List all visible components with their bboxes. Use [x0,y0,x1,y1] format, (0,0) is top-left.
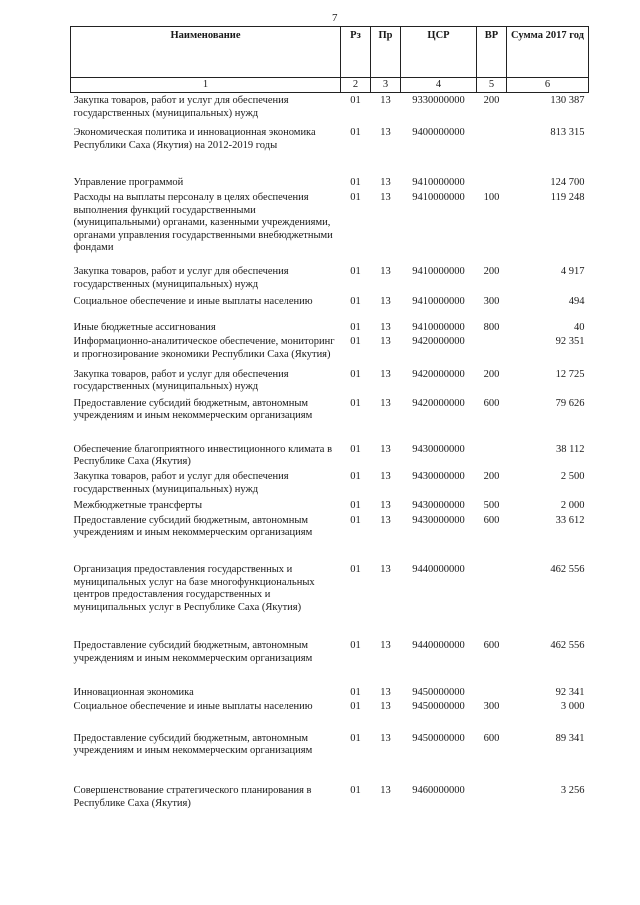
row-csr: 9420000000 [412,368,465,380]
table-row [71,334,589,361]
row-pr: 13 [380,686,391,698]
row-name: Закупка товаров, работ и услуг для обеспечения государственных (муниципальных) нужд [73,471,289,495]
row-vr: 600 [483,640,500,652]
row-vr: 300 [483,296,500,308]
row-vr: 100 [483,191,500,203]
table-row [71,362,589,394]
row-rz: 01 [350,564,361,576]
row-csr: 9440000000 [412,640,465,652]
table-row [71,666,589,700]
row-pr: 13 [380,564,391,576]
header-rz: Рз [341,27,371,78]
row-sum: 79 626 [555,397,585,409]
row-pr: 13 [380,177,391,189]
column-number-row [71,78,589,93]
row-name: Иные бюджетные ассигнования [73,321,216,333]
row-sum: 462 556 [550,564,585,576]
row-csr: 9450000000 [412,701,465,713]
row-vr: 600 [483,514,500,526]
row-pr: 13 [380,191,391,203]
row-sum: 89 341 [555,732,585,744]
row-pr: 13 [380,443,391,455]
row-pr: 13 [380,784,391,796]
column-number: 5 [477,78,507,93]
row-name: Совершенствование стратегического планирования в Республике Саха (Якутия) [73,784,312,809]
budget-table [70,26,589,810]
row-csr: 9460000000 [412,784,465,796]
column-number: 6 [507,78,589,93]
row-pr: 13 [380,368,391,380]
row-name: Предоставление субсидий бюджетным, автономным учреждениям и иным некоммерческим организациям [73,732,313,757]
row-sum: 40 [574,321,585,333]
table-row [71,120,589,152]
header-name: Наименование [71,27,341,78]
row-name: Закупка товаров, работ и услуг для обеспечения государственных (муниципальных) нужд [73,265,289,290]
row-rz: 01 [350,732,361,744]
row-rz: 01 [350,514,361,526]
row-csr: 9410000000 [412,296,465,308]
row-sum: 3 256 [560,784,585,796]
row-name: Обеспечение благоприятного инвестиционного климата в Республике Саха (Якутия) [73,443,333,468]
row-sum: 494 [568,296,585,308]
row-csr: 9430000000 [412,471,465,483]
row-pr: 13 [380,95,391,106]
table-row [71,291,589,309]
row-csr: 9410000000 [412,265,465,277]
row-sum: 12 725 [555,368,585,380]
row-csr: 9430000000 [412,443,465,455]
row-vr [477,666,507,700]
row-csr: 9410000000 [412,191,465,203]
row-vr: 800 [483,321,500,333]
header-vr: ВР [477,27,507,78]
table-row [71,496,589,513]
row-rz: 01 [350,265,361,277]
row-vr [477,758,507,810]
row-pr: 13 [380,336,391,348]
row-sum: 119 248 [550,191,585,203]
row-rz: 01 [350,177,361,189]
row-pr: 13 [380,471,391,483]
column-number: 1 [71,78,341,93]
row-sum: 92 351 [555,336,585,348]
row-rz: 01 [350,127,361,139]
row-pr: 13 [380,127,391,139]
row-vr [477,152,507,190]
row-name: Межбюджетные трансферты [73,500,203,512]
row-name: Управление программой [73,177,184,189]
row-rz: 01 [350,471,361,483]
table-row [71,394,589,423]
row-csr: 9450000000 [412,686,465,698]
table-row [71,93,589,121]
row-name: Предоставление субсидий бюджетным, автономным учреждениям и иным некоммерческим организациям [73,640,313,664]
table-row [71,614,589,665]
header-row [71,27,589,78]
row-name: Предоставление субсидий бюджетным, автономным учреждениям и иным некоммерческим организациям [73,397,313,422]
row-sum: 33 612 [555,514,585,526]
row-csr: 9420000000 [412,397,465,409]
row-pr: 13 [380,732,391,744]
row-sum: 92 341 [555,686,585,698]
row-pr: 13 [380,500,391,512]
row-pr: 13 [380,321,391,333]
row-csr: 9420000000 [412,336,465,348]
row-vr: 300 [483,701,500,713]
row-csr: 9450000000 [412,732,465,744]
row-vr: 500 [483,500,500,512]
table-body [71,93,589,811]
row-name: Инновационная экономика [73,686,194,698]
table-row [71,190,589,255]
row-rz: 01 [350,784,361,796]
row-rz: 01 [350,686,361,698]
row-name: Предоставление субсидий бюджетным, автономным учреждениям и иным некоммерческим организациям [73,514,313,539]
row-sum: 38 112 [556,443,585,455]
row-name: Информационно-аналитическое обеспечение, мониторинг и прогнозирование экономики Республики Саха (Якутия) [73,336,335,360]
row-pr: 13 [380,701,391,713]
row-rz: 01 [350,500,361,512]
row-csr: 9430000000 [412,514,465,526]
row-sum: 3 000 [560,701,585,713]
row-pr: 13 [380,640,391,652]
row-csr: 9400000000 [412,127,465,139]
row-rz: 01 [350,321,361,333]
row-rz: 01 [350,443,361,455]
row-vr [477,120,507,152]
row-rz: 01 [350,368,361,380]
header-csr: ЦСР [401,27,477,78]
row-vr: 200 [483,471,500,483]
header-pr: Пр [371,27,401,78]
row-rz: 01 [350,640,361,652]
row-sum: 813 315 [550,127,585,139]
row-vr: 600 [483,397,500,409]
row-vr [477,423,507,469]
row-csr: 9440000000 [412,564,465,576]
column-number: 2 [341,78,371,93]
page-number: 7 [332,12,338,24]
row-vr [477,334,507,361]
row-name: Организация предоставления государственных и муниципальных услуг на базе многофункциональных центров предоставления государственных и муниципальных услуг в Республике Саха (Якутия) [73,564,315,613]
row-name: Экономическая политика и инновационная экономика Республики Саха (Якутия) на 2012-2019 годы [73,127,316,151]
row-name: Закупка товаров, работ и услуг для обеспечения государственных (муниципальных) нужд [73,95,289,119]
row-vr: 200 [483,265,500,277]
row-pr: 13 [380,296,391,308]
row-vr [477,540,507,614]
row-rz: 01 [350,397,361,409]
header-sum: Сумма 2017 год [507,27,589,78]
table-row [71,469,589,496]
row-pr: 13 [380,514,391,526]
row-name: Социальное обеспечение и иные выплаты населению [73,296,313,308]
row-rz: 01 [350,336,361,348]
row-pr: 13 [380,265,391,277]
row-vr: 600 [483,732,500,744]
row-name: Социальное обеспечение и иные выплаты населению [73,701,313,713]
table-row [71,513,589,540]
row-name: Закупка товаров, работ и услуг для обеспечения государственных (муниципальных) нужд [73,368,289,393]
row-csr: 9410000000 [412,321,465,333]
row-sum: 2 000 [560,500,585,512]
row-sum: 2 500 [560,471,585,483]
row-sum: 130 387 [550,95,585,106]
table-row [71,540,589,614]
row-rz: 01 [350,701,361,713]
row-rz: 01 [350,191,361,203]
row-rz: 01 [350,296,361,308]
row-vr: 200 [483,95,500,106]
table-row [71,758,589,810]
row-csr: 9410000000 [412,177,465,189]
column-number: 4 [401,78,477,93]
table-row [71,309,589,335]
row-csr: 9330000000 [412,95,465,106]
row-rz: 01 [350,95,361,106]
table-row [71,714,589,758]
table-row [71,255,589,291]
table-row [71,152,589,190]
row-name: Расходы на выплаты персоналу в целях обеспечения выполнения функций государственными (муниципальными) органами, казенными учреждениями, органами управления государственными внебюджетными фондами [73,191,333,254]
row-sum: 462 556 [550,640,585,652]
row-sum: 124 700 [550,177,585,189]
row-vr: 200 [483,368,500,380]
table-row [71,699,589,714]
column-number: 3 [371,78,401,93]
table-row [71,423,589,469]
row-csr: 9430000000 [412,500,465,512]
row-sum: 4 917 [560,265,585,277]
row-pr: 13 [380,397,391,409]
